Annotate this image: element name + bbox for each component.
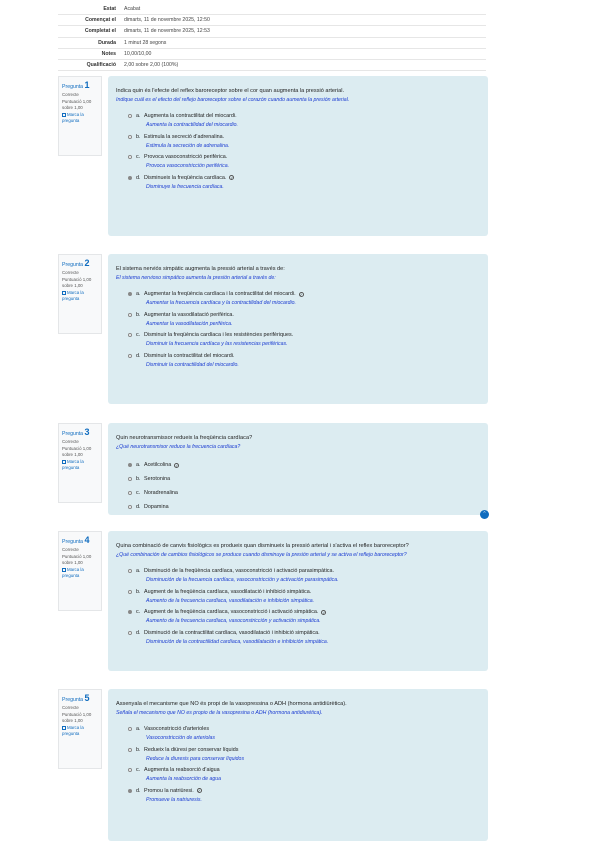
- answer-option[interactable]: c. Provoca vasoconstricció perifèrica. Provoca vasoconstricción periférica.: [128, 154, 480, 169]
- answer-option[interactable]: d. Disminució de la contractilitat cardíaca, vasodilatació i inhibició simpàtica. Disminución de la contractilidad cardíaca, vasodilatación e inhibición simpática.: [128, 630, 480, 645]
- summary-value: 10,00/10,00: [124, 50, 152, 57]
- question-text: El sistema nerviós simpàtic augmenta la pressió arterial a través de:: [116, 266, 285, 272]
- answer-translation: Aumenta la contractilidad del miocardio.: [146, 122, 238, 128]
- radio-button[interactable]: [128, 477, 132, 481]
- radio-button[interactable]: [128, 569, 132, 573]
- question-content: [108, 689, 488, 841]
- summary-value: dimarts, 11 de novembre 2025, 12:53: [124, 28, 210, 35]
- question-info: [58, 423, 102, 503]
- answer-option[interactable]: a. Augmentar la freqüència cardíaca i la contractilitat del miocardi. ✓ Aumentar la frecuencia cardíaca y la contractilidad del miocardio.: [128, 291, 480, 306]
- summary-label: Començat el: [85, 17, 116, 24]
- summary-label: Durada: [98, 39, 116, 46]
- flag-icon: [62, 460, 66, 464]
- flag-icon: [62, 726, 66, 730]
- flag-question-link[interactable]: Marca la pregunta: [62, 290, 84, 302]
- summary-row: [58, 38, 486, 49]
- answer-translation: Reduce la diuresis para conservar líquidos: [146, 755, 245, 762]
- question-number: Pregunta 5: [62, 693, 90, 703]
- radio-button[interactable]: [128, 610, 132, 614]
- question-content: [108, 254, 488, 404]
- flag-question-link[interactable]: Marca la pregunta: [62, 567, 84, 579]
- correct-check-icon: ✓: [175, 463, 179, 468]
- summary-label: Qualificació: [86, 62, 116, 69]
- question-info: [58, 76, 102, 156]
- summary-label: Estat: [103, 6, 116, 13]
- summary-value: Acabat: [124, 6, 141, 13]
- question-content: [108, 423, 488, 515]
- question-text: Quin neurotransmissor redueix la freqüència cardíaca?: [116, 435, 253, 441]
- question-translation: ¿Qué neurotransmisor reduce la frecuencia cardíaca?: [116, 444, 241, 450]
- question-translation: ¿Qué combinación de cambios fisiológicos se produce cuando disminuye la presión arterial y se activa el reflejo baroreceptor?: [116, 552, 407, 558]
- question-number: Pregunta 1: [62, 80, 90, 90]
- radio-button[interactable]: [128, 176, 132, 180]
- answer-option[interactable]: a. Disminució de la freqüència cardíaca, vasoconstricció i activació parasimpàtica. Disminución de la frecuencia cardíaca, vasoconstricción y activación parasimpática.: [128, 568, 480, 583]
- question-grade: Puntuació 1,00 sobre 1,00: [62, 554, 92, 565]
- summary-row: [58, 4, 486, 15]
- radio-button[interactable]: [128, 463, 132, 467]
- answer-option[interactable]: b. Redueix la diüresi per conservar líquids Reduce la diuresis para conservar líquidos: [128, 747, 480, 762]
- answer-option[interactable]: d. Disminueix la freqüència cardíaca. ✓ Disminuye la frecuencia cardíaca.: [128, 175, 480, 190]
- question-content: [108, 76, 488, 236]
- answer-option[interactable]: c. Augment de la freqüència cardíaca, vasoconstricció i activació simpàtica. ✓ Aumento de la frecuencia cardíaca, vasoconstricción y activación simpática.: [128, 609, 480, 624]
- question-grade: Puntuació 1,00 sobre 1,00: [62, 99, 92, 110]
- answer-option[interactable]: b. Augmentar la vasodilatació perifèrica. Aumentar la vasodilatación periférica.: [128, 312, 480, 327]
- question-translation: El sistema nervioso simpático aumenta la presión arterial a través de:: [116, 275, 276, 281]
- answer-option[interactable]: c. Noradrenalina: [128, 490, 480, 496]
- answer-translation: Aumentar la vasodilatación periférica.: [146, 320, 233, 327]
- question-content: [108, 531, 488, 671]
- radio-button[interactable]: [128, 491, 132, 495]
- radio-button[interactable]: [128, 789, 132, 793]
- answer-translation: Aumento de la frecuencia cardíaca, vasoconstricción y activación simpática.: [146, 618, 321, 624]
- question-grade: Puntuació 1,00 sobre 1,00: [62, 277, 92, 288]
- summary-row: [58, 49, 486, 60]
- answer-translation: Disminuir la contractilidad del miocardio.: [146, 361, 239, 368]
- answer-translation: Disminuir la frecuencia cardíaca y las resistencias periféricas.: [146, 341, 288, 347]
- answer-option[interactable]: b. Augment de la freqüència cardíaca, vasodilatació i inhibició simpàtica. Aumento de la frecuencia cardíaca, vasodilatación e inhibición simpática.: [128, 589, 480, 604]
- attempt-summary: [58, 4, 486, 71]
- radio-button[interactable]: [128, 727, 132, 731]
- answer-translation: Aumenta la reabsorción de agua: [146, 776, 221, 782]
- correct-check-icon: ✓: [299, 292, 303, 297]
- answer-list: [128, 568, 480, 645]
- question-translation: Señala el mecanismo que NO es propio de la vasopresina o ADH (hormona antidiurética).: [116, 710, 323, 716]
- scroll-top-button[interactable]: ⌃: [480, 510, 489, 519]
- answer-list: [128, 462, 480, 510]
- question-grade: Puntuació 1,00 sobre 1,00: [62, 446, 92, 457]
- radio-button[interactable]: [128, 631, 132, 635]
- answer-list: [128, 726, 480, 803]
- answer-option[interactable]: a. Vasoconstricció d'arterioles Vasoconstricción de arteriolas: [128, 726, 480, 741]
- radio-button[interactable]: [128, 135, 132, 139]
- answer-translation: Estimula la secreción de adrenalina.: [146, 142, 230, 149]
- summary-value: 1 minut 28 segons: [124, 39, 167, 46]
- correct-check-icon: ✓: [230, 176, 234, 180]
- question-number: Pregunta 2: [62, 258, 90, 268]
- question-info: [58, 531, 102, 611]
- answer-option[interactable]: c. Disminuir la freqüència cardíaca i les resistències perifèriques. Disminuir la frecuencia cardíaca y las resistencias periféricas.: [128, 332, 480, 347]
- answer-translation: Aumentar la frecuencia cardíaca y la contractilidad del miocardio.: [146, 300, 296, 306]
- flag-icon: [62, 568, 66, 572]
- answer-list: [128, 291, 480, 368]
- flag-question-link[interactable]: Marca la pregunta: [62, 459, 84, 471]
- flag-question-link[interactable]: Marca la pregunta: [62, 725, 84, 737]
- radio-button[interactable]: [128, 354, 132, 358]
- summary-label: Completat el: [84, 28, 116, 35]
- answer-translation: Vasoconstricción de arteriolas: [146, 735, 216, 741]
- radio-button[interactable]: [128, 768, 132, 772]
- answer-translation: Disminución de la contractilidad cardíaca, vasodilatación e inhibición simpática.: [146, 638, 329, 645]
- answer-option[interactable]: c. Augmenta la reabsorció d'aigua Aumenta la reabsorción de agua: [128, 767, 480, 782]
- flag-question-link[interactable]: Marca la pregunta: [62, 112, 84, 124]
- question-number: Pregunta 4: [62, 535, 90, 545]
- flag-icon: [62, 291, 66, 295]
- question-state: Correcte: [62, 92, 79, 97]
- question-text: Assenyala el mecanisme que NO és propi de la vasopressina o ADH (hormona antidiürètica).: [116, 701, 347, 707]
- question-state: Correcte: [62, 270, 79, 275]
- answer-option[interactable]: a. Augmenta la contractilitat del miocardi. Aumenta la contractilidad del miocardio.: [128, 113, 480, 128]
- question-state: Correcte: [62, 439, 79, 444]
- question-state: Correcte: [62, 705, 79, 710]
- radio-button[interactable]: [128, 114, 132, 118]
- summary-value: dimarts, 11 de novembre 2025, 12:50: [124, 17, 210, 24]
- answer-translation: Disminuye la frecuencia cardíaca.: [146, 183, 224, 190]
- radio-button[interactable]: [128, 292, 132, 296]
- radio-button[interactable]: [128, 333, 132, 337]
- answer-translation: Aumento de la frecuencia cardíaca, vasodilatación e inhibición simpática.: [146, 597, 315, 604]
- summary-row: [58, 15, 486, 26]
- question-state: Correcte: [62, 547, 79, 552]
- summary-row: [58, 60, 486, 71]
- question-info: [58, 689, 102, 769]
- answer-option[interactable]: d. Disminuir la contractilitat del miocardi. Disminuir la contractilidad del miocardio.: [128, 353, 480, 368]
- answer-option[interactable]: d. Promou la natriüresi. ✓ Promueve la natriuresis.: [128, 788, 480, 803]
- radio-button[interactable]: [128, 155, 132, 159]
- radio-button[interactable]: [128, 505, 132, 509]
- radio-button[interactable]: [128, 313, 132, 317]
- question-info: [58, 254, 102, 334]
- answer-translation: Provoca vasoconstricción periférica.: [146, 163, 230, 169]
- question-translation: Indique cuál es el efecto del reflejo baroreceptor sobre el corazón cuando aumenta la presión arterial.: [116, 97, 350, 103]
- radio-button[interactable]: [128, 590, 132, 594]
- question-grade: Puntuació 1,00 sobre 1,00: [62, 712, 92, 723]
- answer-option[interactable]: d. Dopamina: [128, 504, 480, 510]
- correct-check-icon: ✓: [197, 789, 201, 793]
- answer-translation: Disminución de la frecuencia cardíaca, vasoconstricción y activación parasimpática.: [146, 577, 339, 583]
- summary-value: 2,00 sobre 2,00 (100%): [124, 62, 179, 69]
- question-text: Indica quin és l'efecte del reflex baroreceptor sobre el cor quan augmenta la pressió arterial.: [116, 88, 345, 94]
- answer-option[interactable]: a. Acetilcolina ✓: [128, 462, 480, 468]
- answer-list: [128, 113, 480, 190]
- question-text: Quina combinació de canvis fisiològics es produeix quan disminueix la pressió arterial i s'activa el reflex baroreceptor?: [116, 543, 409, 549]
- question-number: Pregunta 3: [62, 427, 90, 437]
- answer-option[interactable]: b. Serotonina: [128, 476, 480, 482]
- correct-check-icon: ✓: [322, 610, 326, 615]
- summary-row: [58, 26, 486, 37]
- summary-label: Notes: [101, 50, 116, 57]
- answer-option[interactable]: b. Estimula la secreció d'adrenalina. Estimula la secreción de adrenalina.: [128, 134, 480, 149]
- answer-translation: Promueve la natriuresis.: [146, 796, 202, 803]
- flag-icon: [62, 113, 66, 117]
- radio-button[interactable]: [128, 748, 132, 752]
